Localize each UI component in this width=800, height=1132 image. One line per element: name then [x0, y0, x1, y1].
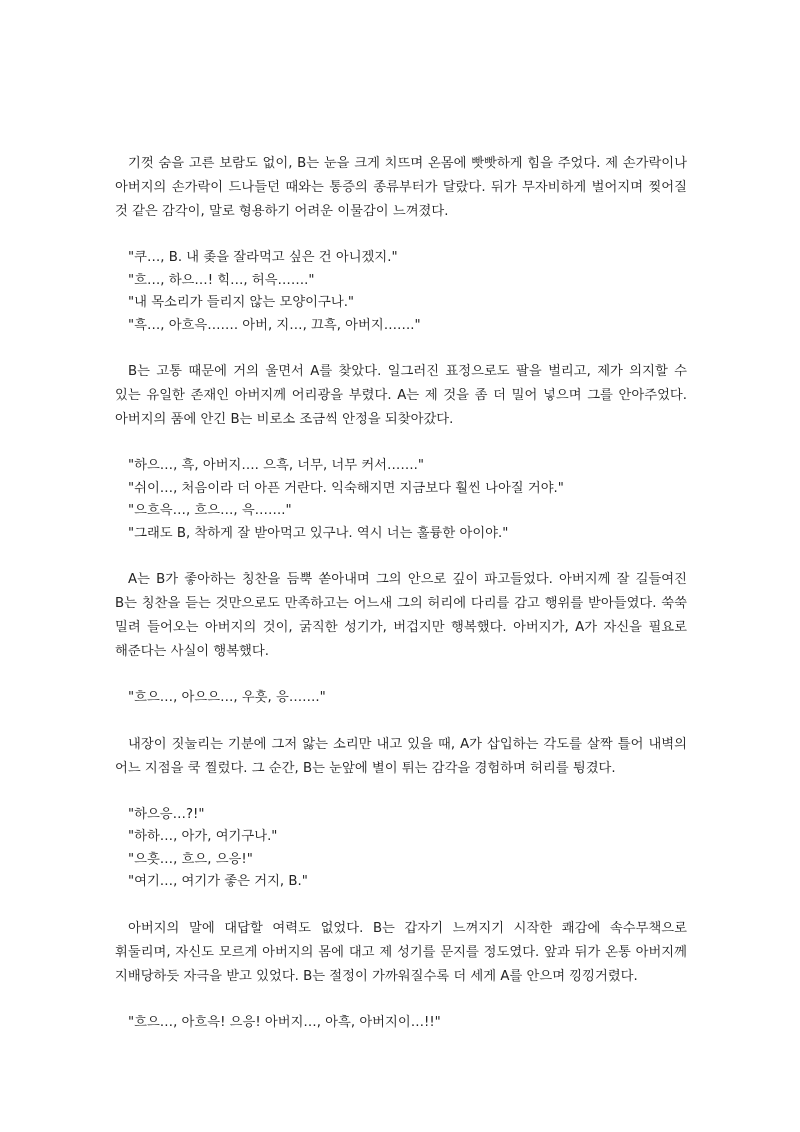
dialogue-line: "하으응…?!" [128, 806, 205, 822]
dialogue-line: "흐…, 하으…! 힉…, 허윽……." [128, 272, 315, 288]
dialogue-line: "여기…, 여기가 좋은 거지, B." [128, 874, 308, 889]
dialogue-block [115, 1012, 687, 1035]
dialogue-line: "흐으…, 아흐윽! 으응! 아버지…, 아흑, 아버지이…!!" [128, 1014, 441, 1030]
dialogue-line: "쉬이…, 처음이라 더 아픈 거란다. 익숙해지면 지금보다 훨씬 나아질 거야." [128, 480, 564, 496]
dialogue-block [115, 687, 687, 710]
paragraph-gap [115, 545, 687, 568]
paragraph-gap [115, 337, 687, 360]
dialogue-block [115, 247, 687, 337]
paragraph: 아버지의 말에 대답할 여력도 없었다. B는 갑자기 느껴지기 시작한 쾌감에 속수무책으로 휘둘리며, 자신도 모르게 아버지의 몸에 대고 제 성기를 문지를 정도였다. 앞과 뒤가 온통 아버지께 지배당하듯 자극을 받고 있었다. B는 절정이 가까워질수록 더 세게 A를 안으며 낑낑거렸다. [115, 920, 687, 984]
paragraph-gap [115, 894, 687, 917]
paragraph: 기껏 숨을 고른 보람도 없이, B는 눈을 크게 치뜨며 온몸에 빳빳하게 힘을 주었다. 제 손가락이나 아버지의 손가락이 드나들던 때와는 통증의 종류부터가 달랐다. 뒤가 무자비하게 벌어지며 찢어질 것 같은 감각이, 말로 형용하기 어려운 이물감이 느껴졌다. [115, 156, 687, 219]
dialogue-line: "쿠…, B. 내 좆을 잘라먹고 싶은 건 아니겠지." [128, 250, 398, 265]
paragraph-gap [115, 781, 687, 804]
dialogue-line: "하하…, 아가, 여기구나." [128, 829, 278, 844]
dialogue-line: "흐으…, 아으으…, 우흣, 응……." [128, 690, 326, 705]
paragraph-gap [115, 989, 687, 1012]
paragraph: B는 고통 때문에 거의 울면서 A를 찾았다. 일그러진 표정으로도 팔을 벌리고, 제가 의지할 수 있는 유일한 존재인 아버지께 어리광을 부렸다. A는 제 것을 좀 더 밀어 넣으며 그를 안아주었다. 아버지의 품에 안긴 B는 비로소 조금씩 안정을 되찾아갔다. [115, 364, 687, 427]
paragraph: A는 B가 좋아하는 칭찬을 듬뿍 쏟아내며 그의 안으로 깊이 파고들었다. 아버지께 잘 길들여진 B는 칭찬을 듣는 것만으로도 만족하고는 어느새 그의 허리에 다리를 감고 행위를 받아들였다. 쑥쑥 밀려 들어오는 아버지의 것이, 굵직한 성기가, 버겁지만 행복했다. 아버지가, A가 자신을 필요로 해준다는 사실이 행복했다. [115, 572, 687, 659]
paragraph: 내장이 짓눌리는 기분에 그저 앓는 소리만 내고 있을 때, A가 삽입하는 각도를 살짝 틀어 내벽의 어느 지점을 쿡 찔렀다. 그 순간, B는 눈앞에 별이 튀는 감각을 경험하며 허리를 튕겼다. [115, 736, 687, 776]
paragraph-gap [115, 224, 687, 247]
dialogue-block [115, 804, 687, 894]
paragraph-gap [115, 664, 687, 687]
dialogue-line: "으흣…, 흐으, 으응!" [128, 851, 253, 867]
paragraph-gap [115, 432, 687, 455]
dialogue-line: "하으…, 흑, 아버지…. 으흑, 너무, 너무 커서……." [128, 458, 424, 473]
paragraph-gap [115, 710, 687, 733]
dialogue-line: "그래도 B, 착하게 잘 받아먹고 있구나. 역시 너는 훌륭한 아이야." [128, 525, 509, 541]
dialogue-line: "내 목소리가 들리지 않는 모양이구나." [128, 295, 355, 310]
dialogue-line: "으흐윽…, 흐으…, 윽……." [128, 503, 292, 518]
dialogue-block [115, 455, 687, 545]
dialogue-line: "흑…, 아흐윽……. 아버, 지…, 끄흑, 아버지……." [128, 317, 421, 333]
